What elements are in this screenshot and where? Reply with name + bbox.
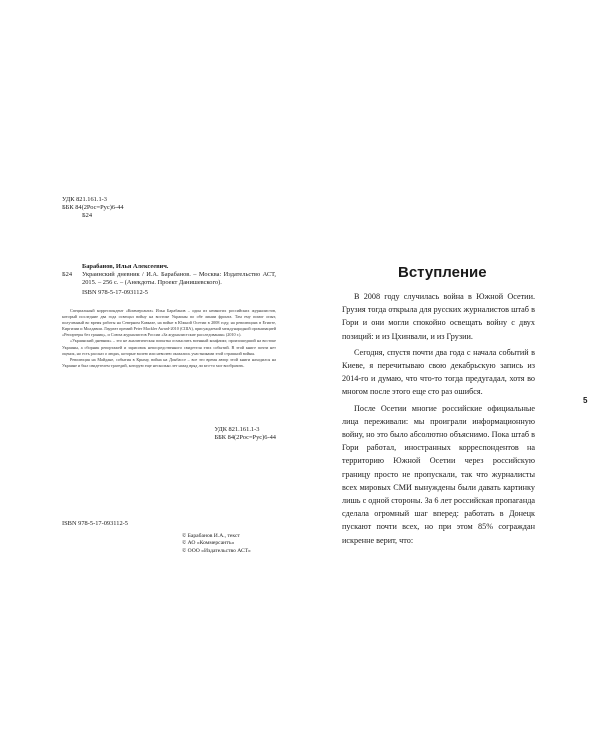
bbk-code: ББК 84(2Рос=Рус)6-44 — [214, 434, 276, 441]
right-page-introduction — [300, 0, 600, 750]
page-number: 5 — [583, 396, 588, 405]
author-heading: Барабанов, Илья Алексеевич. — [82, 263, 169, 270]
catalog-code: Б24 — [62, 271, 73, 279]
copyright-block — [182, 533, 251, 555]
udc-code: УДК 821.161.1-3 — [62, 196, 107, 203]
catalog-isbn: ISBN 978-5-17-093112-5 — [82, 288, 148, 296]
copyright-line: © ООО «Издательство АСТ» — [182, 547, 251, 554]
udc-code: УДК 821.161.1-3 — [214, 426, 260, 433]
copyright-line: © АО «Коммерсантъ» — [182, 540, 235, 547]
udc-block-bottom — [214, 426, 276, 442]
chapter-body — [342, 290, 535, 550]
catalog-description: Украинский дневник / И.А. Барабанов. – Москва: Издательство АСТ, 2015. – 256 с. – (Анекдоты. Проект Данишевского). — [82, 271, 276, 287]
body-paragraph: После Осетии многие российские официальные лица переживали: мы проиграли информационную войну, но это было абсолютно объяснимо. Пока штаб в Гори работал, иностранных корреспондентов на территорию Южной Осетии через российскую границу просто не пропускали, так что журналисты всех мировых СМИ вынуждены были давать картинку лишь с одной стороны. За 6 лет российская пропаганда сделала огромный шаг вперед: работать в Донецк пускают почти всех, но при этом 85% сограждан искренне верит, что: — [342, 403, 535, 545]
author-mark: Б24 — [82, 212, 93, 219]
isbn: ISBN 978-5-17-093112-5 — [62, 520, 128, 527]
copyright-line: © Барабанов И.А., текст — [182, 533, 240, 539]
annotation-paragraph: Специальный корреспондент «Коммерсанта» Илья Барабанов – один из немногих российских журналистов, который последние два года освещал войну на востоке Украины по обе линии фронта. Там ему помог опыт, полученный во время работы на Северном Кавказе, на войне в Южной Осетии в 2008 году, на революциях в Египте, Киргизии и Молдавии. Лауреат премий Peter Mackler Award-2010 (США), присуждаемой международной организацией «Репортеры без границ», и Союза журналистов России «За журналистские расследования» (2010 г.). — [62, 308, 276, 338]
bbk-code: ББК 84(2Рос=Рус)6-44 — [62, 204, 124, 211]
annotation-paragraph: Революция на Майдане, события в Крыму, война на Донбассе – все это время автор этой книги находился на Украине и был свидетелем трагедий, которую еще несколько лет назад вряд ли кто-то мог вообразить. — [62, 356, 276, 368]
body-paragraph: Сегодня, спустя почти два года с начала событий в Киеве, я перечитываю свою декабрьскую запись из 2014-го и думаю, что что-то тогда предугадал, хотя во многом после этого еще сто раз ошибся. — [342, 347, 535, 397]
annotation-paragraph: «Украинский дневник» – это не аналитическая попытка осмыслить военный конфликт, произошедший на востоке Украины, а сборник репортажей и зарисовок непосредственного свидетеля этих событий. В этой книге почти нет оценок, но есть рассказ о людях, которые волею или неволею оказались участниками этой страшной войны. — [62, 338, 276, 356]
udc-block-top — [62, 196, 124, 220]
body-paragraph: В 2008 году случилась война в Южной Осетии. Грузия тогда открыла для русских журналистов штаб в Гори и они могли спокойно освещать войну с двух позиций: и из Цхинвали, и из Грузии. — [342, 292, 535, 341]
catalog-entry — [62, 263, 276, 297]
annotation — [62, 308, 276, 369]
chapter-title: Вступление — [398, 264, 487, 281]
